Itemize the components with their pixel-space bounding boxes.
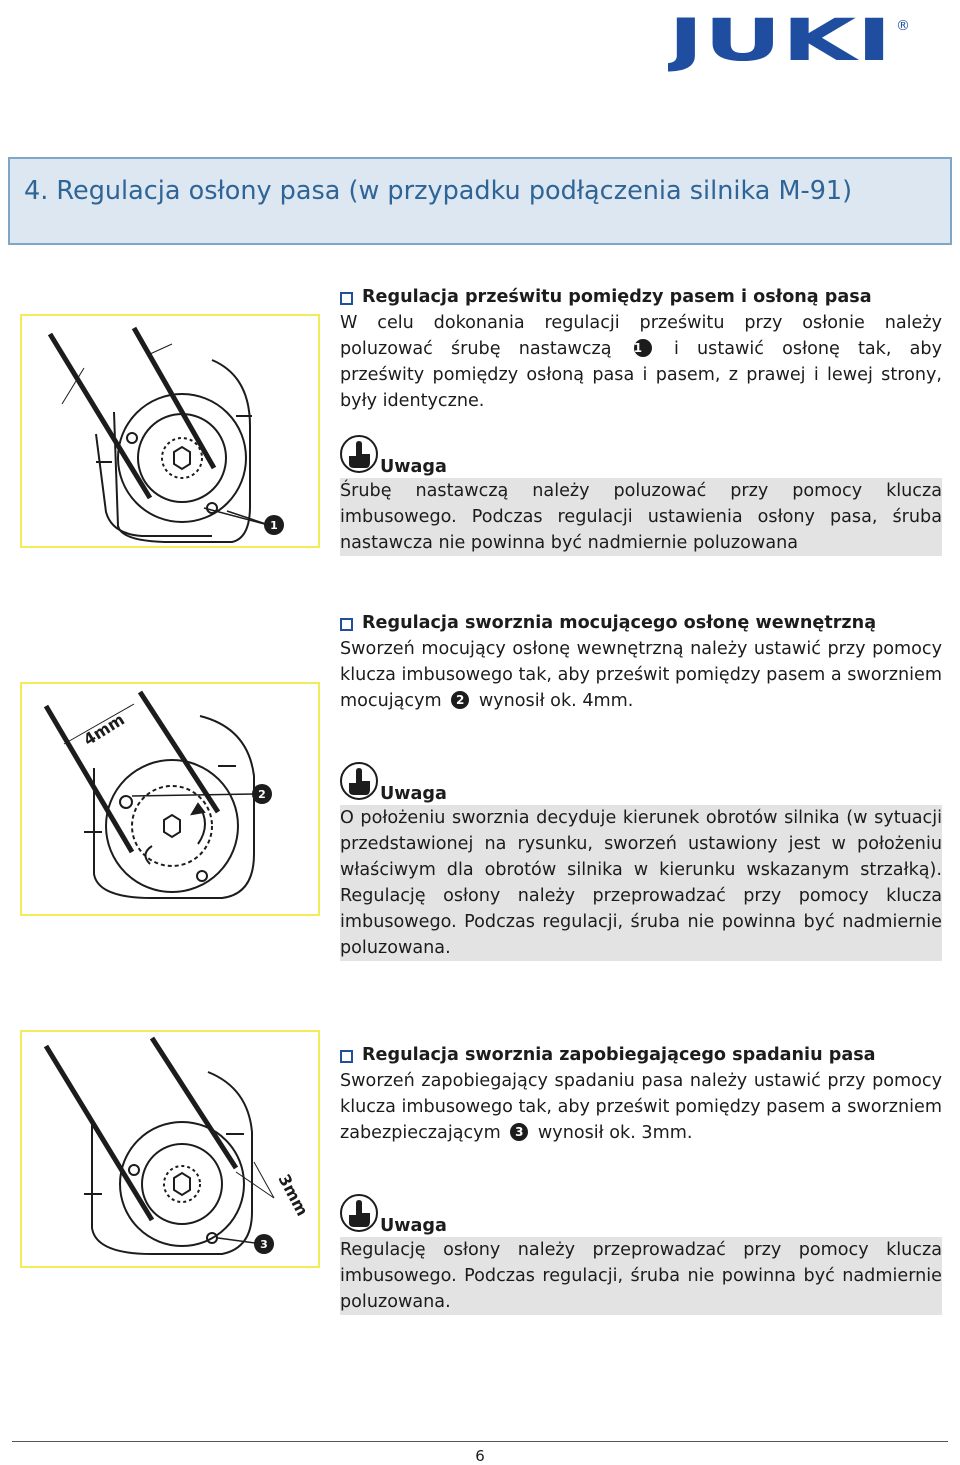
note-1-text: Śrubę nastawczą należy poluzować przy pomocy klucza imbusowego. Podczas regulacji ustawienia osłony pasa, śruba nastawcza nie powinna być nadmiernie poluzowana [340, 478, 942, 556]
section-2-body: Sworzeń mocujący osłonę wewnętrzną należy ustawić przy pomocy klucza imbusowego tak, aby prześwit pomiędzy pasem a sworzniem mocującym 2 wynosił ok. 4mm. [340, 639, 942, 711]
note-1-header [340, 430, 942, 477]
section-1-body-rest: prześwity pomiędzy osłoną pasa i pasem, z prawej i lewej strony, były identyczne. [340, 365, 942, 411]
figure-belt-drop-pin [20, 1030, 320, 1268]
callout-3-label: 3 [260, 1238, 268, 1251]
note-3 [340, 1189, 942, 1315]
section-2-heading: Regulacja sworznia mocującego osłonę wewnętrzną [340, 610, 942, 636]
footer-divider [12, 1441, 948, 1442]
logo-registered: ® [896, 18, 910, 34]
dimension-4mm: 4mm [80, 709, 128, 750]
logo-wordmark: JUKI [668, 6, 892, 74]
section-2 [340, 610, 942, 714]
section-3 [340, 1042, 942, 1146]
note-2-header [340, 757, 942, 804]
callout-badge-1: 1 [634, 339, 652, 357]
callout-badge-2: 2 [451, 691, 469, 709]
section-1-body-line1: W celu dokonania regulacji prześwitu przy osłonie należy [340, 313, 942, 333]
section-1-body-line2: poluzować śrubę nastawczą 1 i ustawić osłonę tak, aby [340, 339, 943, 359]
callout-2-label: 2 [258, 788, 266, 801]
square-bullet-icon [340, 292, 353, 305]
square-bullet-icon [340, 618, 353, 631]
note-3-header [340, 1189, 942, 1236]
note-2-label: Uwaga [380, 784, 447, 804]
section-1 [340, 284, 942, 414]
callout-1-label: 1 [270, 519, 278, 532]
section-3-body: Sworzeń zapobiegający spadaniu pasa należy ustawić przy pomocy klucza imbusowego tak, aby prześwit pomiędzy pasem a sworzniem zabezpieczającym 3 wynosił ok. 3mm. [340, 1071, 942, 1143]
note-2 [340, 757, 942, 961]
square-bullet-icon [340, 1050, 353, 1063]
section-1-heading: Regulacja prześwitu pomiędzy pasem i osłoną pasa [340, 284, 942, 310]
section-heading: 4. Regulacja osłony pasa (w przypadku podłączenia silnika M-91) [8, 157, 952, 245]
page-number: 6 [475, 1447, 485, 1465]
pointing-hand-icon [340, 761, 378, 801]
juki-logo [668, 0, 948, 80]
section-3-heading: Regulacja sworznia zapobiegającego spadaniu pasa [340, 1042, 942, 1068]
note-1-label: Uwaga [380, 457, 447, 477]
figure-belt-cover-clearance [20, 314, 320, 548]
note-3-label: Uwaga [380, 1216, 447, 1236]
note-1 [340, 430, 942, 556]
callout-badge-3: 3 [510, 1123, 528, 1141]
dimension-3mm: 3mm [274, 1170, 313, 1220]
note-2-text: O położeniu sworznia decyduje kierunek obrotów silnika (w sytuacji przedstawionej na rysunku, sworzeń ustawiony jest w położeniu właściwym dla obrotów silnika w kierunku wskazanym strzałką). Regulację osłony należy przeprowadzać przy pomocy klucza imbusowego. Podczas regulacji, śruba nie powinna być nadmiernie poluzowana. [340, 805, 942, 961]
note-3-text: Regulację osłony należy przeprowadzać przy pomocy klucza imbusowego. Podczas regulacji, śruba nie powinna być nadmiernie poluzowana. [340, 1237, 942, 1315]
pointing-hand-icon [340, 1193, 378, 1233]
pointing-hand-icon [340, 434, 378, 474]
figure-inner-cover-pin [20, 682, 320, 916]
